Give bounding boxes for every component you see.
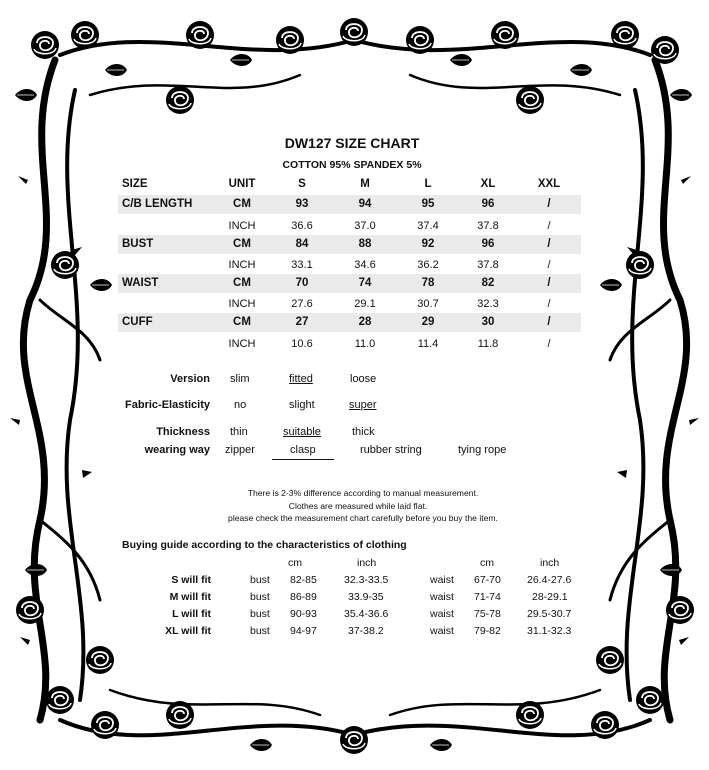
- table-cell: 84: [295, 238, 309, 250]
- table-cell: 82: [481, 277, 495, 289]
- guide-size: M will fit: [169, 591, 211, 603]
- table-cell: 36.6: [291, 220, 313, 232]
- col-header-s: S: [298, 178, 306, 190]
- table-cell: 11.8: [477, 338, 499, 350]
- unit-inch: INCH: [228, 220, 256, 232]
- table-cell: 27.6: [291, 298, 313, 310]
- option-thick: thick: [352, 426, 375, 438]
- table-cell: 36.2: [417, 259, 439, 271]
- guide-col-cm: cm: [288, 557, 302, 569]
- option-loose: loose: [350, 373, 377, 385]
- row-label-cb-length: C/B LENGTH: [122, 198, 193, 210]
- guide-col-inch: inch: [540, 557, 560, 569]
- guide-cell: 35.4-36.6: [344, 608, 389, 620]
- guide-size: L will fit: [172, 608, 211, 620]
- unit-inch: INCH: [228, 298, 256, 310]
- row-shade: [118, 235, 581, 254]
- attr-label-version: Version: [170, 373, 210, 385]
- option-zipper: zipper: [225, 444, 255, 456]
- table-cell: /: [547, 220, 551, 232]
- guide-cell: 79-82: [474, 625, 501, 637]
- guide-part: waist: [430, 608, 454, 620]
- guide-part: bust: [250, 608, 270, 620]
- table-cell: 32.3: [477, 298, 499, 310]
- attr-label-fabric-elasticity: Fabric-Elasticity: [125, 399, 210, 411]
- guide-part: waist: [430, 591, 454, 603]
- option-clasp-selected: clasp: [290, 444, 316, 456]
- col-header-m: M: [360, 178, 370, 190]
- option-suitable-selected: suitable: [283, 426, 321, 438]
- table-cell: /: [547, 338, 551, 350]
- table-cell: /: [547, 298, 551, 310]
- table-cell: 78: [421, 277, 435, 289]
- table-cell: 30: [481, 316, 495, 328]
- guide-size: XL will fit: [165, 625, 211, 637]
- option-rubber-string: rubber string: [360, 444, 422, 456]
- table-cell: 88: [358, 238, 372, 250]
- guide-part: bust: [250, 574, 270, 586]
- table-cell: 93: [295, 198, 309, 210]
- table-cell: 92: [421, 238, 435, 250]
- col-header-xl: XL: [480, 178, 496, 190]
- option-fitted-selected: fitted: [289, 373, 313, 385]
- guide-part: waist: [430, 625, 454, 637]
- guide-cell: 28-29.1: [532, 591, 568, 603]
- unit-cm: CM: [233, 316, 251, 328]
- unit-cm: CM: [233, 198, 251, 210]
- guide-cell: 82-85: [290, 574, 317, 586]
- table-cell: 37.4: [417, 220, 439, 232]
- guide-cell: 86-89: [290, 591, 317, 603]
- guide-cell: 71-74: [474, 591, 501, 603]
- attr-label-wearing-way: wearing way: [144, 444, 210, 456]
- unit-inch: INCH: [228, 338, 256, 350]
- option-no: no: [234, 399, 247, 411]
- option-slim: slim: [230, 373, 250, 385]
- row-label-cuff: CUFF: [122, 316, 153, 328]
- attr-label-thickness: Thickness: [156, 426, 210, 438]
- table-cell: /: [547, 238, 551, 250]
- table-cell: 30.7: [417, 298, 439, 310]
- guide-cell: 67-70: [474, 574, 501, 586]
- guide-col-cm: cm: [480, 557, 494, 569]
- table-cell: 27: [295, 316, 309, 328]
- col-header-xxl: XXL: [537, 178, 561, 190]
- material-composition: COTTON 95% SPANDEX 5%: [282, 159, 422, 171]
- table-cell: 37.8: [477, 220, 499, 232]
- selected-underline: [272, 459, 334, 460]
- row-label-bust: BUST: [122, 238, 154, 250]
- table-cell: /: [547, 198, 551, 210]
- table-cell: 96: [481, 198, 495, 210]
- col-header-l: L: [424, 178, 432, 190]
- col-header-unit: UNIT: [228, 178, 256, 190]
- table-cell: /: [547, 277, 551, 289]
- table-cell: /: [547, 316, 551, 328]
- unit-inch: INCH: [228, 259, 256, 271]
- table-cell: 70: [295, 277, 309, 289]
- guide-cell: 33.9-35: [348, 591, 384, 603]
- row-shade: [118, 274, 581, 293]
- row-label-waist: WAIST: [122, 277, 159, 289]
- guide-size: S will fit: [171, 574, 211, 586]
- unit-cm: CM: [233, 277, 251, 289]
- guide-cell: 94-97: [290, 625, 317, 637]
- table-cell: /: [547, 259, 551, 271]
- guide-cell: 29.5-30.7: [527, 608, 572, 620]
- table-cell: 28: [358, 316, 372, 328]
- table-cell: 37.8: [477, 259, 499, 271]
- guide-part: bust: [250, 625, 270, 637]
- table-cell: 10.6: [291, 338, 313, 350]
- note-line: Clothes are measured while laid flat.: [288, 501, 428, 511]
- guide-cell: 90-93: [290, 608, 317, 620]
- guide-title: Buying guide according to the characteristics of clothing: [122, 539, 407, 551]
- unit-cm: CM: [233, 238, 251, 250]
- table-cell: 95: [421, 198, 435, 210]
- guide-cell: 32.3-33.5: [344, 574, 389, 586]
- guide-part: bust: [250, 591, 270, 603]
- option-thin: thin: [230, 426, 248, 438]
- table-cell: 34.6: [354, 259, 376, 271]
- guide-cell: 75-78: [474, 608, 501, 620]
- table-cell: 94: [358, 198, 372, 210]
- option-super-selected: super: [349, 399, 377, 411]
- table-cell: 29.1: [354, 298, 376, 310]
- chart-title: DW127 SIZE CHART: [284, 135, 420, 151]
- table-cell: 33.1: [291, 259, 313, 271]
- guide-cell: 26.4-27.6: [527, 574, 572, 586]
- table-cell: 11.0: [354, 338, 376, 350]
- guide-cell: 31.1-32.3: [527, 625, 572, 637]
- guide-part: waist: [430, 574, 454, 586]
- table-cell: 11.4: [417, 338, 439, 350]
- guide-col-inch: inch: [357, 557, 377, 569]
- table-cell: 96: [481, 238, 495, 250]
- note-line: please check the measurement chart carefully before you buy the item.: [228, 513, 498, 523]
- table-cell: 29: [421, 316, 435, 328]
- option-tying-rope: tying rope: [458, 444, 507, 456]
- row-shade: [118, 313, 581, 332]
- table-cell: 74: [358, 277, 372, 289]
- col-header-size: SIZE: [122, 178, 148, 190]
- option-slight: slight: [289, 399, 315, 411]
- note-line: There is 2-3% difference according to manual measurement.: [247, 488, 479, 498]
- guide-cell: 37-38.2: [348, 625, 384, 637]
- table-cell: 37.0: [354, 220, 376, 232]
